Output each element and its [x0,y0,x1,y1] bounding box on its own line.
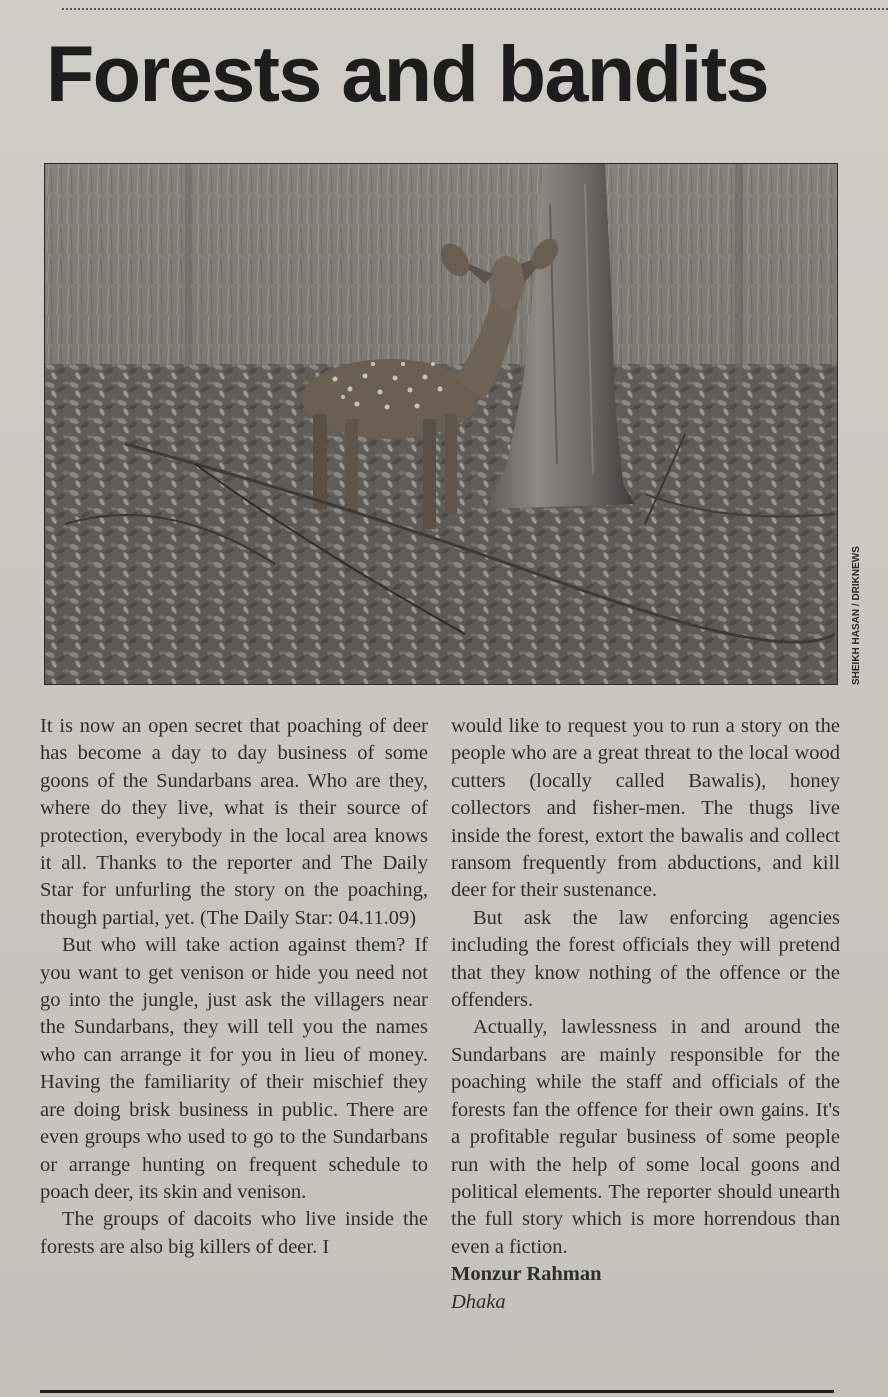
paragraph: would like to request you to run a story on the people who are a great threat to the local wood cutters (locally called Bawalis), honey collectors and fisher-men. The thugs live inside the forest, extort the bawalis and collect ransom frequently from abductions, and kill deer for their sustenance. [451,715,840,902]
right-column [451,713,840,1316]
photo-credit: SHEIKH HASAN / DRIKNEWS [851,546,862,685]
left-column [40,713,428,1261]
top-dotted-rule [62,8,888,10]
paragraph: Actually, lawlessness in and around the Sundarbans are mainly responsible for the poaching while the staff and officials of the forests fan the offence for their own gains. It's a profitable regular business of some people run with the help of some local goons and political elements. The reporter should unearth the full story which is more horrendous than even a fiction. [451,1016,840,1258]
paragraph: But ask the law enforcing agencies including the forest officials they will pretend that they know nothing of the offence or the offenders. [451,906,840,1012]
author-name: Monzur Rahman [451,1263,602,1286]
deer-photo [44,163,838,685]
paragraph: The groups of dacoits who live inside the forests are also big killers of deer. I [40,1208,428,1258]
bottom-rule [40,1390,834,1393]
paragraph: It is now an open secret that poaching of deer has become a day to day business of some goons of the Sundarbans area. Who are they, where do they live, what is their source of protection, everybody in the local area knows it all. Thanks to the reporter and The Daily Star for unfurling the story on the poaching, though partial, yet. (The Daily Star: 04.11.09) [40,715,428,929]
paragraph: But who will take action against them? If you want to get venison or hide you need not go into the jungle, just ask the villagers near the Sundarbans, they will tell you the names who can arrange it for you in lieu of money. Having the familiarity of their mischief they are doing brisk business in public. There are even groups who used to go to the Sundarbans or arrange hunting on frequent schedule to poach deer, its skin and venison. [40,934,428,1203]
author-city: Dhaka [451,1290,506,1313]
headline: Forests and bandits [46,29,769,118]
